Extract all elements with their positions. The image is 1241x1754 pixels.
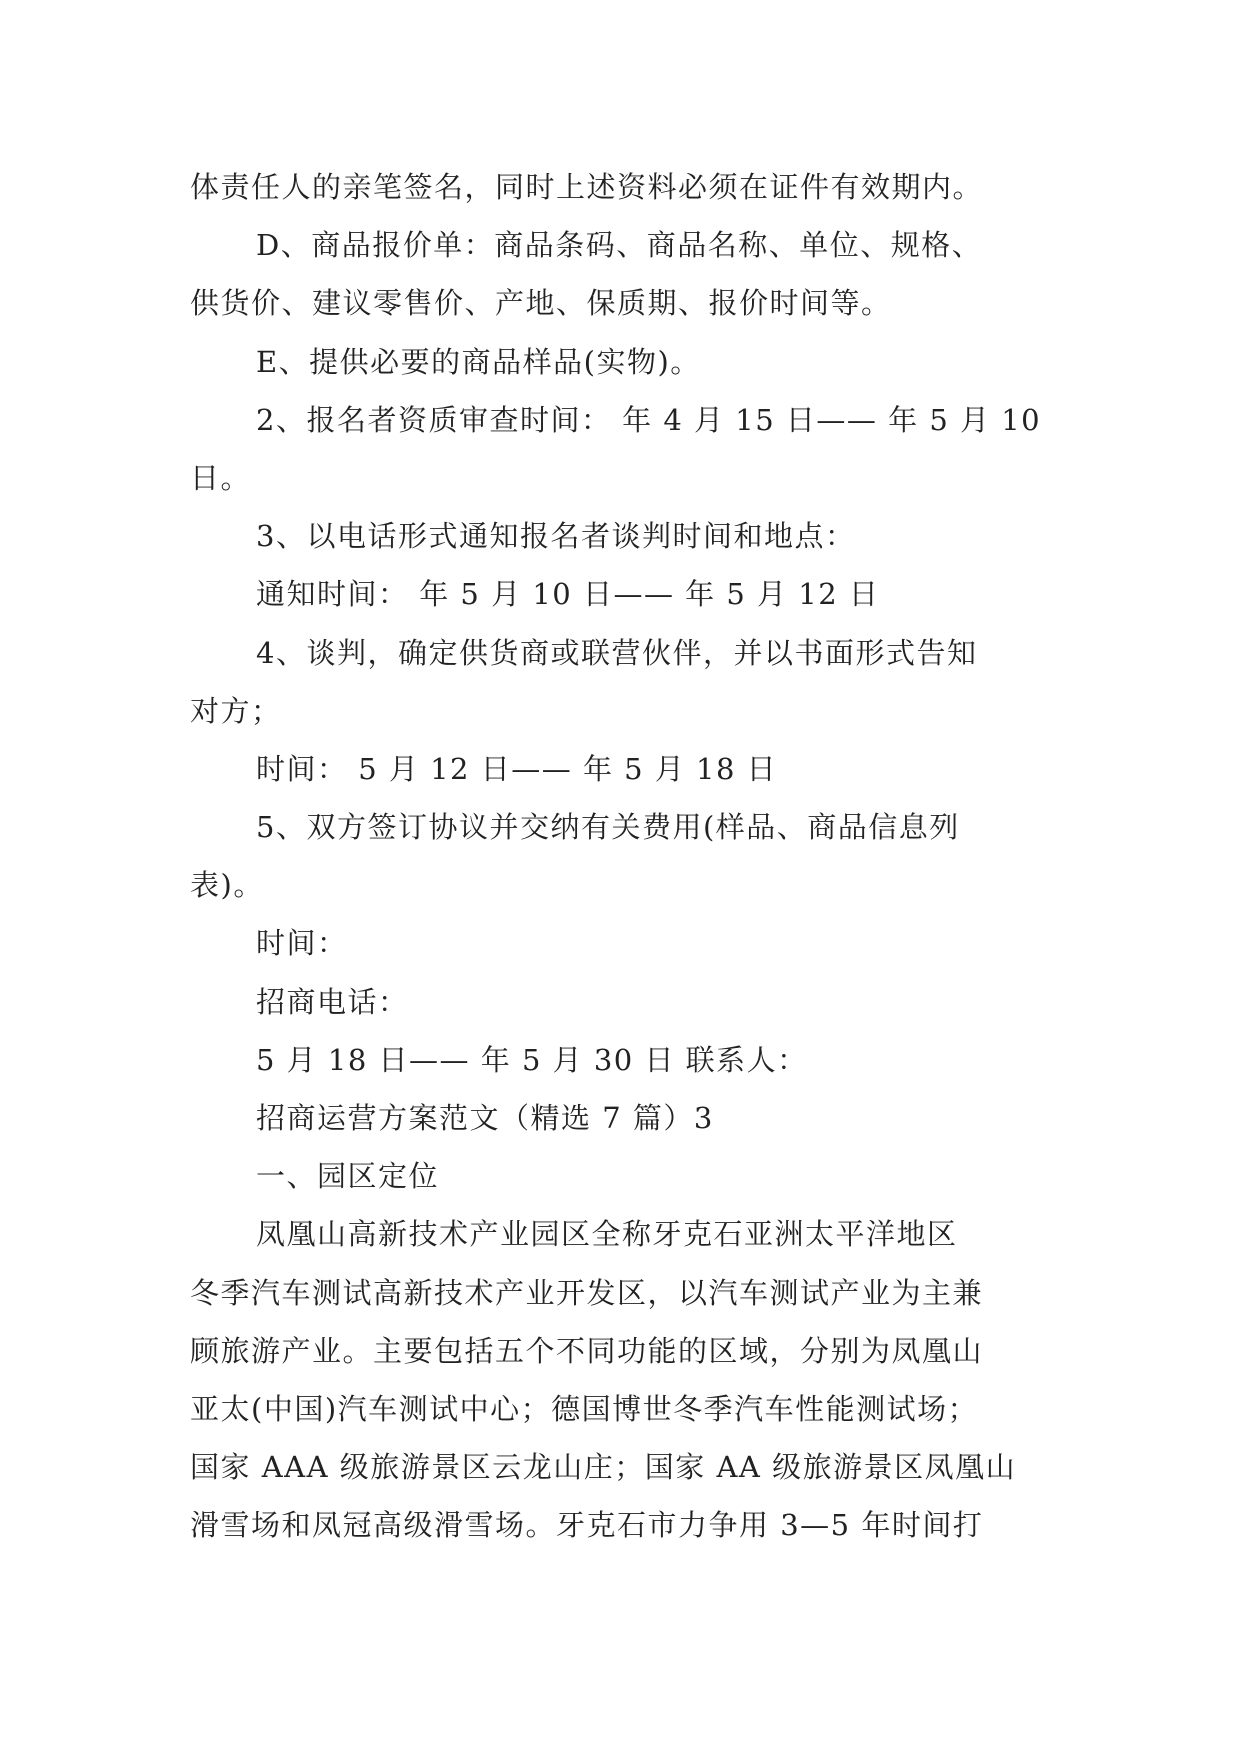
text-line: 5 月 18 日—— 年 5 月 30 日 联系人：: [256, 1042, 808, 1077]
text-line: 对方；: [190, 693, 282, 728]
text-line: 时间：: [256, 926, 348, 961]
text-line: 3、以电话形式通知报名者谈判时间和地点：: [256, 519, 856, 554]
text-line: 招商电话：: [256, 984, 409, 1019]
text-line: 表)。: [190, 868, 264, 903]
text-line: 时间： 5 月 12 日—— 年 5 月 18 日: [256, 751, 778, 786]
text-line: 顾旅游产业。主要包括五个不同功能的区域，分别为凤凰山: [190, 1333, 984, 1368]
text-line: 凤凰山高新技术产业园区全称牙克石亚洲太平洋地区: [256, 1217, 958, 1252]
text-line: 供货价、建议零售价、产地、保质期、报价时间等。: [190, 286, 892, 321]
text-line: 4、谈判，确定供货商或联营伙伴，并以书面形式告知: [256, 635, 978, 670]
text-line: 亚太(中国)汽车测试中心；德国博世冬季汽车性能测试场；: [190, 1391, 979, 1426]
section-subheading: 一、园区定位: [256, 1159, 440, 1194]
text-line: 通知时间： 年 5 月 10 日—— 年 5 月 12 日: [256, 577, 880, 612]
text-line: 日。: [190, 460, 252, 495]
text-line: 国家 AAA 级旅游景区云龙山庄；国家 AA 级旅游景区凤凰山: [190, 1450, 1017, 1485]
text-line: 滑雪场和凤冠高级滑雪场。牙克石市力争用 3—5 年时间打: [190, 1508, 984, 1543]
text-line: 体责任人的亲笔签名，同时上述资料必须在证件有效期内。: [190, 170, 984, 204]
text-line: 5、双方签订协议并交纳有关费用(样品、商品信息列: [256, 810, 960, 845]
text-line: 冬季汽车测试高新技术产业开发区，以汽车测试产业为主兼: [190, 1275, 984, 1310]
section-heading: 招商运营方案范文（精选 7 篇）3: [256, 1101, 714, 1135]
text-line: 2、报名者资质审查时间： 年 4 月 15 日—— 年 5 月 10: [256, 402, 1042, 437]
text-line: E、提供必要的商品样品(实物)。: [256, 344, 701, 379]
document-body: [190, 158, 1060, 1555]
text-line: D、商品报价单：商品条码、商品名称、单位、规格、: [256, 228, 983, 263]
